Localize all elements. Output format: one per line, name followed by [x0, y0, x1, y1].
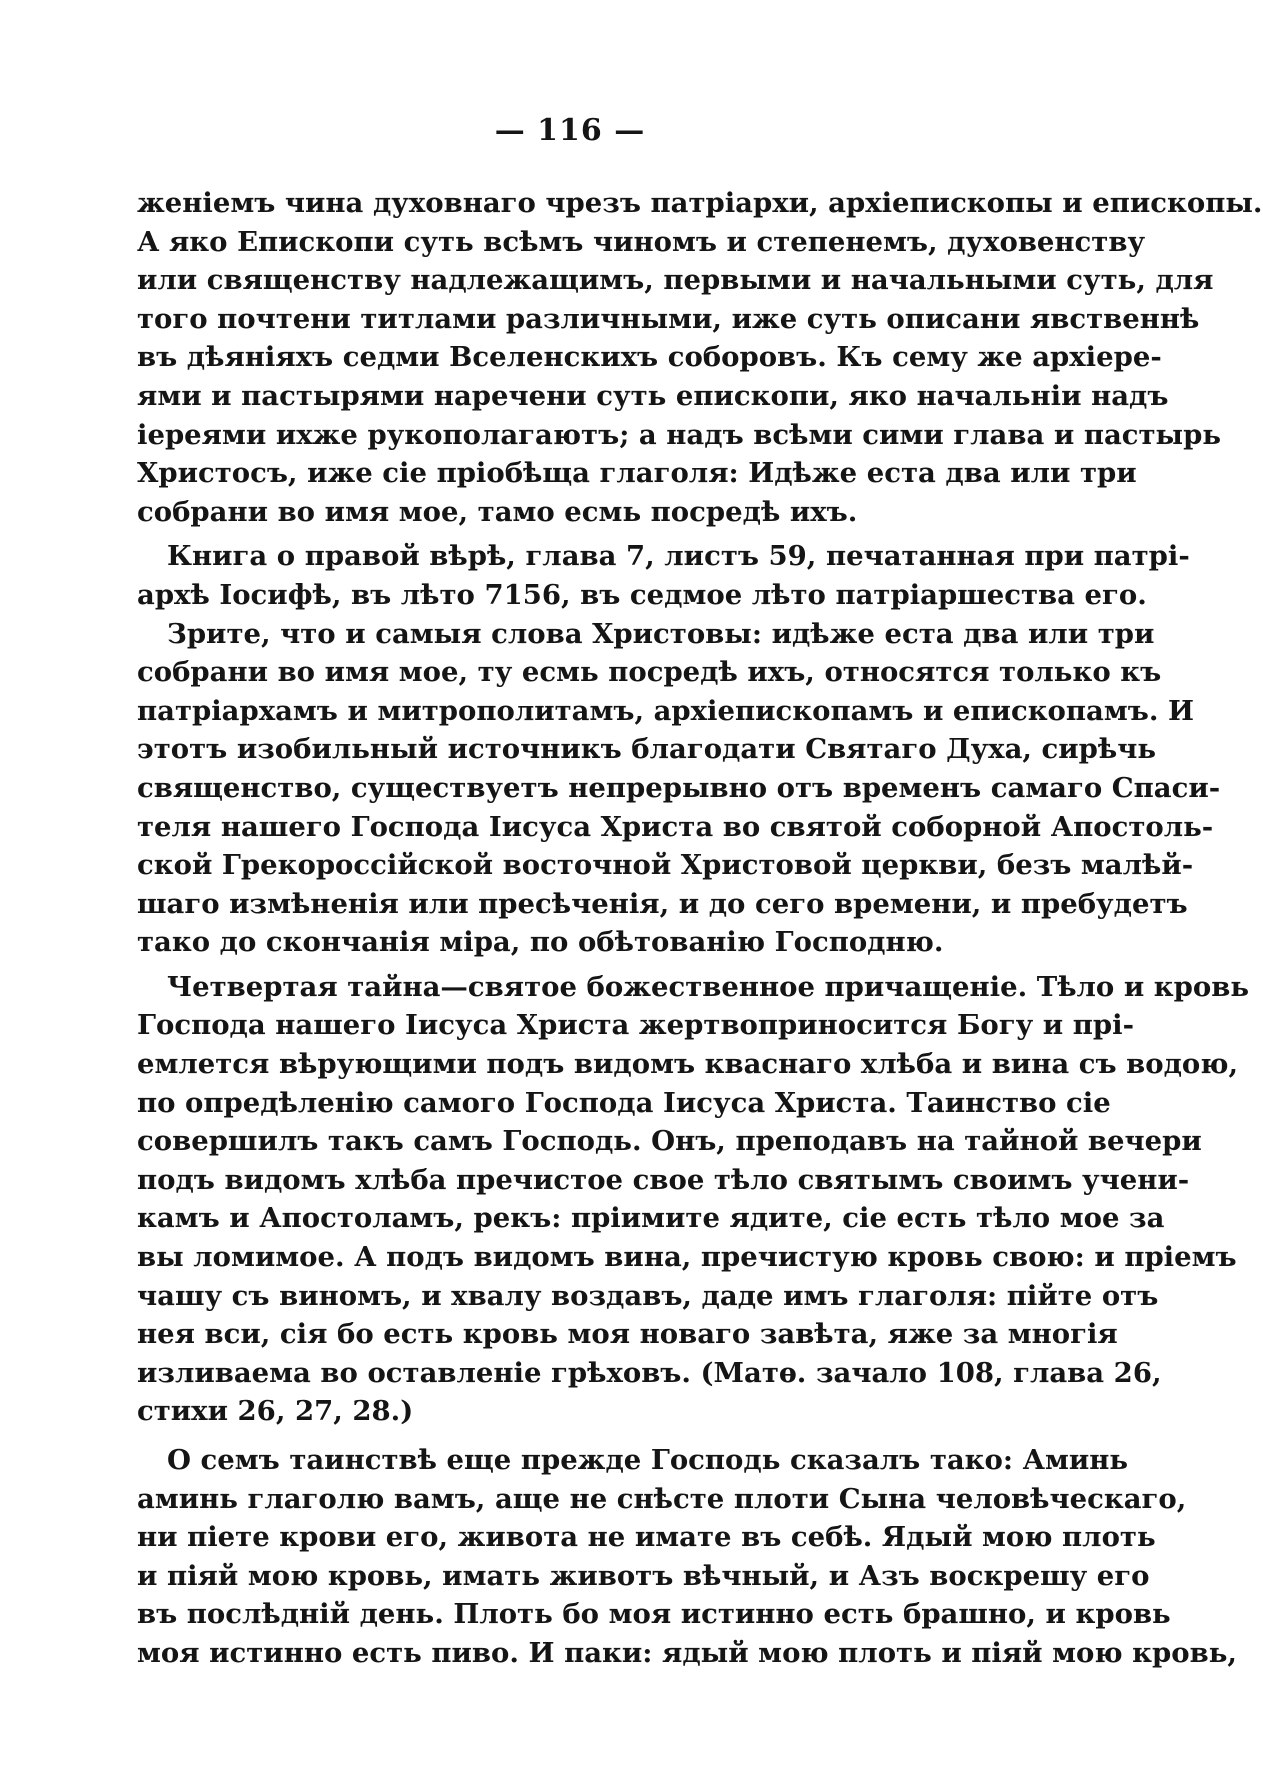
text-line: тако до скончанія міра, по обѣтованію Господню. [137, 926, 944, 959]
text-line: въ дѣяніяхъ седми Вселенскихъ соборовъ. Къ сему же архіере- [137, 341, 1162, 374]
text-line: моя истинно есть пиво. И паки: ядый мою плоть и піяй мою кровь, [137, 1636, 1237, 1669]
text-line: аминь глаголю вамъ, аще не снѣсте плоти Сына человѣческаго, [137, 1482, 1187, 1515]
text-line: шаго измѣненія или пресѣченія, и до сего времени, и пребудетъ [137, 887, 1188, 920]
paragraph-1 [137, 184, 1263, 531]
page-number: — 116 — [494, 113, 646, 148]
text-line: вы ломимое. А подъ видомъ вина, пречистую кровь свою: и пріемъ [137, 1241, 1237, 1274]
text-line: чашу съ виномъ, и хвалу воздавъ, даде имъ глаголя: пійте отъ [137, 1279, 1159, 1312]
text-line: ями и пастырями наречени суть епископи, яко начальніи надъ [137, 379, 1169, 412]
text-line: емлется вѣрующими подъ видомъ кваснаго хлѣба и вина съ водою, [137, 1048, 1239, 1081]
text-line: архѣ Іосифѣ, въ лѣто 7156, въ седмое лѣто патріаршества его. [137, 578, 1147, 611]
paragraph-5 [137, 1441, 1237, 1673]
text-line: Четвертая тайна—святое божественное причащеніе. Тѣло и кровь [167, 970, 1250, 1003]
text-line: священство, существуетъ непрерывно отъ временъ самаго Спаси- [137, 771, 1221, 804]
text-line: ни піете крови его, живота не имате въ себѣ. Ядый мою плоть [137, 1521, 1156, 1554]
text-line: собрани во имя мое, тамо есмь посредѣ ихъ. [137, 495, 858, 528]
text-line: Господа нашего Іисуса Христа жертвоприносится Богу и прі- [137, 1009, 1134, 1042]
paragraph-3 [137, 615, 1221, 962]
text-line: Христосъ, иже сіе пріобѣща глаголя: Идѣже еста два или три [137, 457, 1137, 490]
text-line: и піяй мою кровь, имать животъ вѣчный, и Азъ воскрешу его [137, 1559, 1150, 1592]
text-line: нея вси, сія бо есть кровь моя новаго завѣта, яже за многія [137, 1318, 1118, 1351]
text-line: камъ и Апостоламъ, рекъ: пріимите ядите, сіе есть тѣло мое за [137, 1202, 1165, 1235]
paragraph-2 [137, 537, 1190, 614]
text-line: стихи 26, 27, 28.) [137, 1395, 414, 1428]
text-line: О семъ таинствѣ еще прежде Господь сказалъ тако: Аминь [167, 1444, 1129, 1476]
text-line: Зрите, что и самыя слова Христовы: идѣже еста два или три [167, 617, 1155, 650]
text-line: Книга о правой вѣрѣ, глава 7, листъ 59, печатанная при патрі- [167, 540, 1190, 573]
text-line: того почтени титлами различными, иже суть описани явственнѣ [137, 302, 1200, 335]
text-line: теля нашего Господа Іисуса Христа во святой соборной Апостоль- [137, 810, 1214, 843]
text-line: собрани во имя мое, ту есмь посредѣ ихъ, относятся только къ [137, 656, 1162, 689]
text-line: этотъ изобильный источникъ благодати Святаго Духа, сирѣчь [137, 733, 1157, 766]
text-line: патріархамъ и митрополитамъ, архіепископамъ и епископамъ. И [137, 694, 1194, 727]
paragraph-4 [137, 968, 1250, 1431]
text-line: совершилъ такъ самъ Господь. Онъ, преподавъ на тайной вечери [137, 1125, 1202, 1158]
text-line: А яко Епископи суть всѣмъ чиномъ и степенемъ, духовенству [137, 225, 1146, 258]
text-line: изливаема во оставленіе грѣховъ. (Матѳ. зачало 108, глава 26, [137, 1356, 1162, 1389]
text-line: въ послѣдній день. Плоть бо моя истинно есть брашно, и кровь [137, 1598, 1171, 1631]
text-line: іереями ихже рукополагаютъ; а надъ всѣми сими глава и пастырь [137, 418, 1222, 451]
text-line: женіемъ чина духовнаго чрезъ патріархи, архіепископы и епископы. [137, 187, 1263, 219]
text-line: подъ видомъ хлѣба пречистое свое тѣло святымъ своимъ учени- [137, 1163, 1190, 1196]
text-line: или священству надлежащимъ, первыми и начальными суть, для [137, 264, 1214, 297]
text-line: по опредѣленію самого Господа Іисуса Христа. Таинство сіе [137, 1086, 1111, 1119]
text-line: ской Грекороссійской восточной Христовой церкви, безъ малѣй- [137, 849, 1194, 882]
body-text [137, 184, 1263, 1673]
